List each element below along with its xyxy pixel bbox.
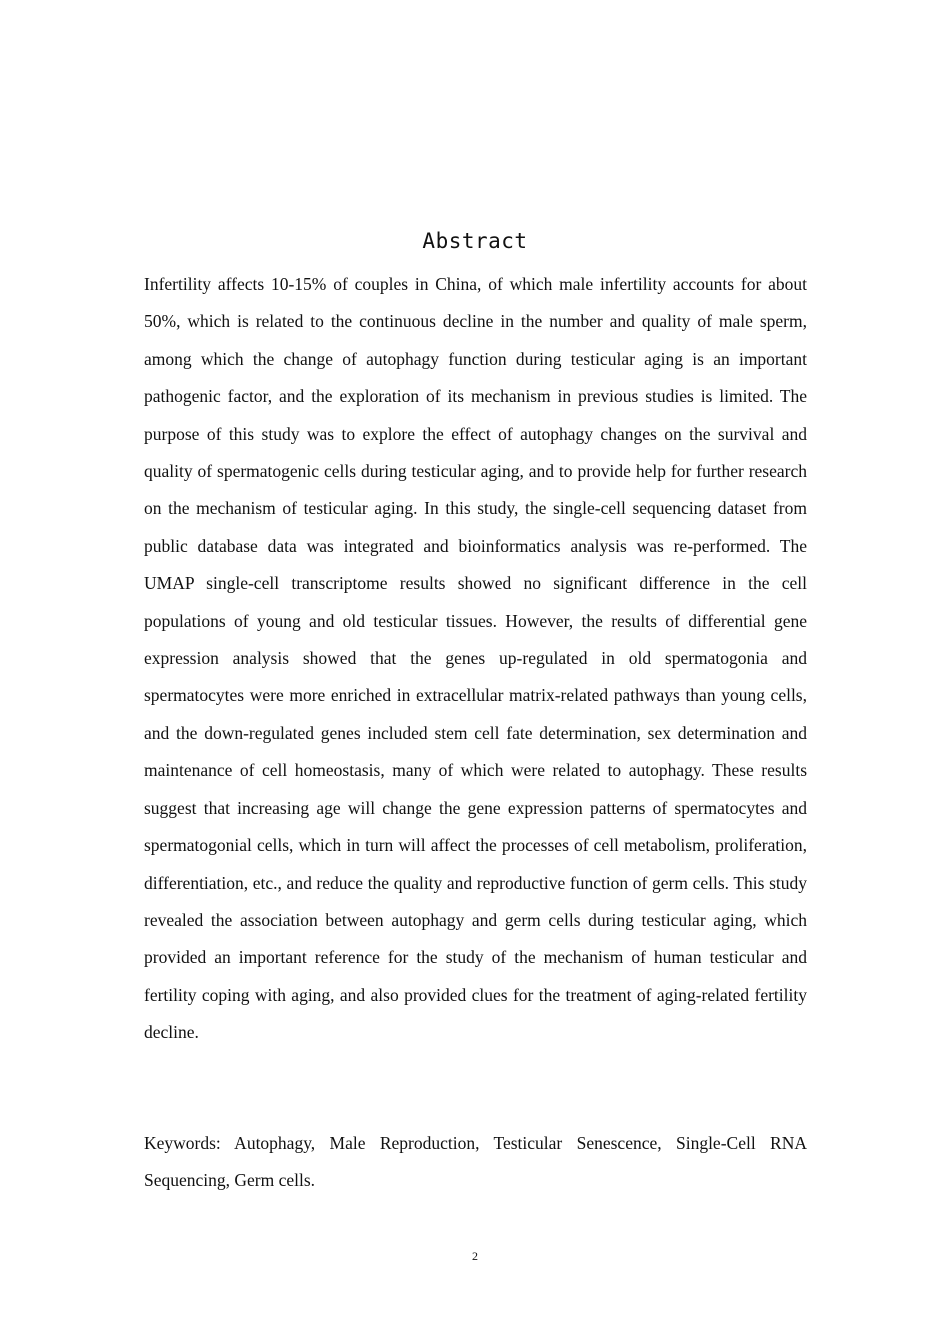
abstract-body: Infertility affects 10-15% of couples in China, of which male infertility accounts for about 50%, which is related to the continuous decline in the number and quality of male sperm, among which the change of autophagy function during testicular aging is an important pathogenic factor, and the exploration of its mechanism in previous studies is limited. The purpose of this study was to explore the effect of autophagy changes on the survival and quality of spermatogenic cells during testicular aging, and to provide help for further research on the mechanism of testicular aging. In this study, the single-cell sequencing dataset from public database data was integrated and bioinformatics analysis was re-performed. The UMAP single-cell transcriptome results showed no significant difference in the cell populations of young and old testicular tissues. However, the results of differential gene expression analysis showed that the genes up-regulated in old spermatogonia and spermatocytes were more enriched in extracellular matrix-related pathways than young cells, and the down-regulated genes included stem cell fate determination, sex determination and maintenance of cell homeostasis, many of which were related to autophagy. These results suggest that increasing age will change the gene expression patterns of spermatocytes and spermatogonial cells, which in turn will affect the processes of cell metabolism, proliferation, differentiation, etc., and reduce the quality and reproductive function of germ cells. This study revealed the association between autophagy and germ cells during testicular aging, which provided an important reference for the study of the mechanism of human testicular and fertility coping with aging, and also provided clues for the treatment of aging-related fertility decline. [144, 274, 807, 1043]
page-number: 2 [472, 1249, 478, 1263]
keywords: Keywords: Autophagy, Male Reproduction, Testicular Senescence, Single-Cell RNA Sequencing, Germ cells. [144, 1133, 807, 1191]
abstract-title: Abstract [422, 229, 528, 253]
